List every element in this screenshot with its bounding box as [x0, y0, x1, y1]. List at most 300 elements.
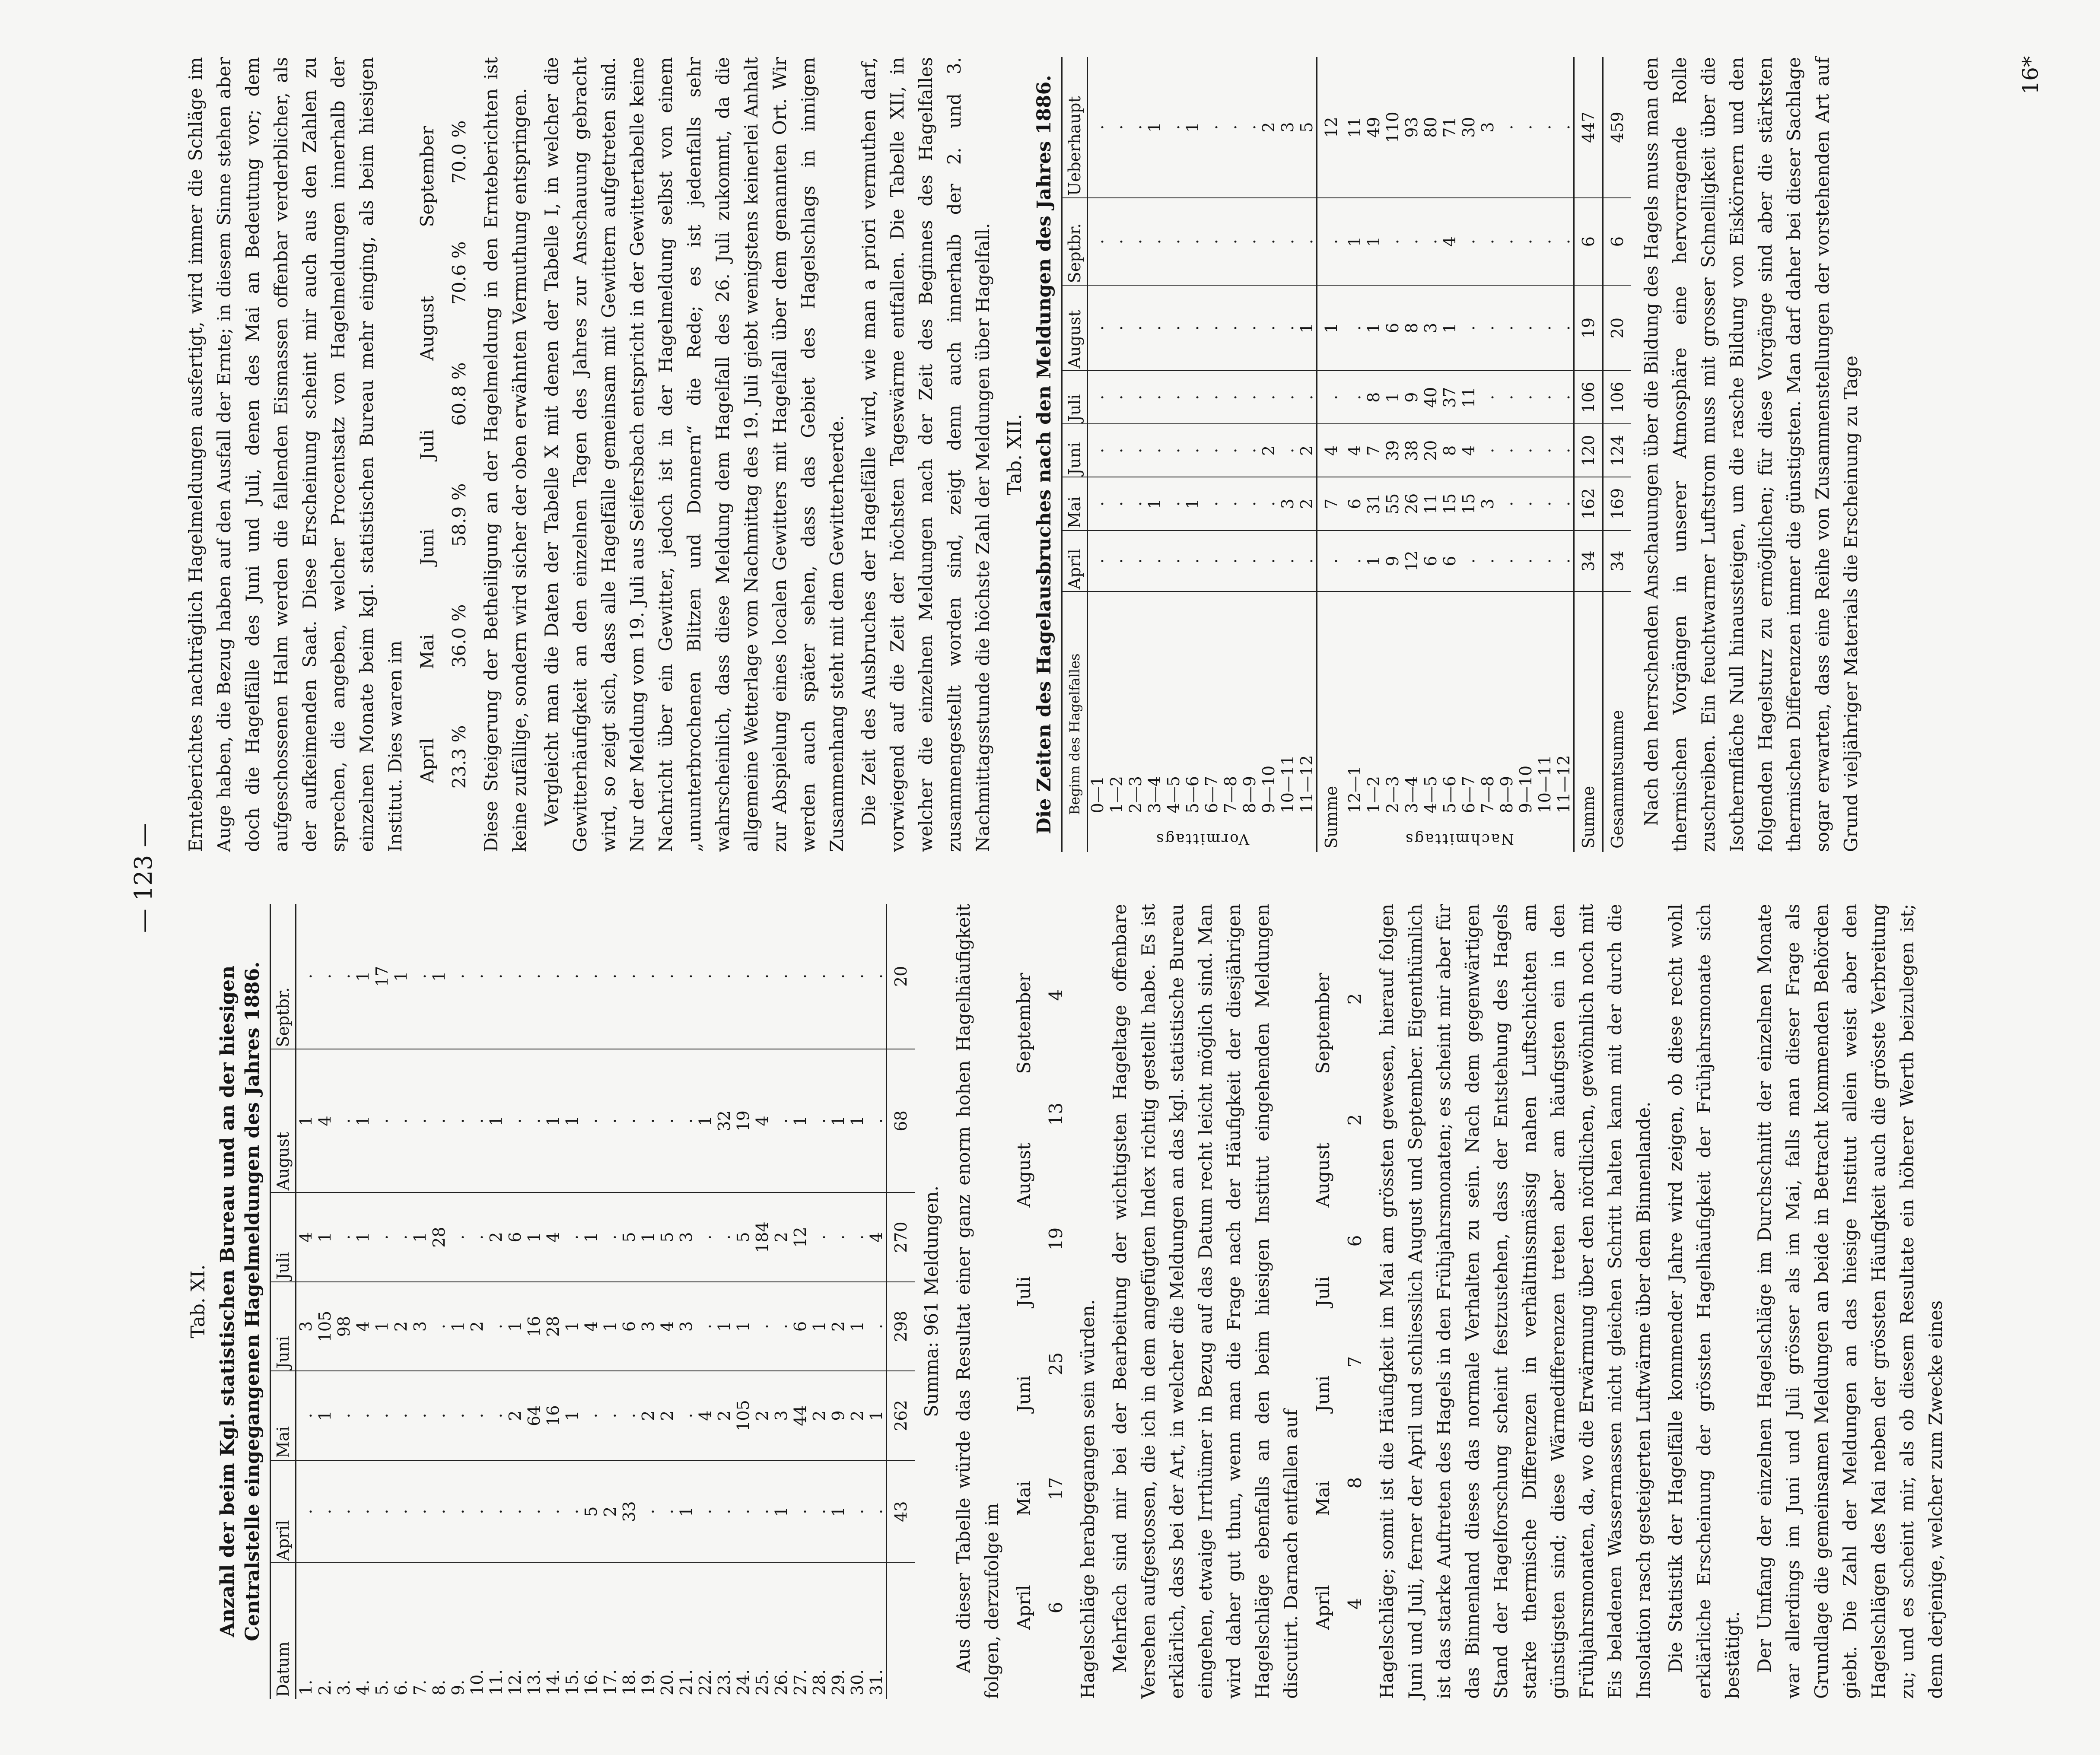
table-cell: 6—7	[1459, 776, 1478, 814]
table-row	[1107, 57, 1126, 852]
table-cell: 1	[639, 1192, 658, 1281]
table-cell: 106	[1603, 371, 1632, 424]
table-cell: .	[1278, 371, 1297, 424]
tab11-table	[270, 904, 915, 1699]
table-cell: 28	[544, 1282, 563, 1371]
table-cell: .	[1126, 198, 1145, 285]
group-label-text: Nachmittags	[1404, 830, 1514, 848]
table-row	[1240, 57, 1259, 852]
tab11-header-cell: August	[270, 1049, 296, 1193]
table-cell: .	[1221, 57, 1240, 198]
table-cell: .	[1240, 371, 1259, 424]
table-cell: 11—12	[1554, 755, 1573, 814]
tab11-header-cell: Juli	[270, 1192, 296, 1281]
table-cell: 26.	[772, 1669, 791, 1695]
table-cell: 1	[563, 1282, 582, 1371]
table-cell: 2	[487, 1192, 506, 1281]
table-cell: .	[1259, 477, 1278, 530]
table-cell: .	[449, 1192, 468, 1281]
left-paragraph-1: Aus dieser Tabelle würde das Resultat einer ganz enorm hohen Hagelhäufigkeit folgen, derzufolge im	[953, 904, 1002, 1699]
table-cell: 11	[1421, 477, 1440, 530]
table-cell: .	[753, 904, 772, 1049]
table-cell: .	[829, 904, 848, 1049]
table-cell: 16	[525, 1282, 544, 1371]
month-value: 17	[1045, 1477, 1066, 1501]
month-value: 8	[1344, 1477, 1365, 1489]
table-cell: .	[772, 1049, 791, 1193]
table-cell: .	[1088, 531, 1107, 592]
table-cell: .	[810, 904, 829, 1049]
table-cell: 22.	[696, 1669, 715, 1695]
table-cell: .	[391, 1371, 410, 1460]
table-cell: .	[1221, 424, 1240, 477]
table-cell: 1	[544, 1049, 563, 1193]
table-cell: .	[1554, 531, 1574, 592]
table-cell: .	[1516, 57, 1535, 198]
table-cell: 1	[1364, 198, 1383, 285]
table-cell: .	[696, 1282, 715, 1371]
table-cell: 10—11	[1278, 755, 1297, 814]
table-cell	[887, 1563, 915, 1699]
table-cell: 1	[353, 1049, 372, 1193]
table-cell: .	[601, 1049, 620, 1193]
table-cell: .	[353, 1460, 372, 1563]
table-cell: 4	[1459, 424, 1478, 477]
table-cell: .	[1516, 285, 1535, 371]
month-value: 2	[1344, 993, 1365, 1005]
month-value: 13	[1045, 1102, 1066, 1126]
table-cell: 1	[506, 1282, 525, 1371]
right-paragraph-5: Nach den herrschenden Anschauungen über die Bildung des Hagels muss man den thermischen Vorgängen in unserer Atmosphäre eine hervorragende Rolle zuschreiben. Ein feuchtwarmer Luftstrom muss mit grosser Schnelligkeit über die Isothermfläche Null hinaussteigen, um die rasche Bildung von Eiskörnern und den folgenden Hagelsturz zu ermöglichen; für diese Vorgänge sind aber die stärksten thermischen Differenzen immer die günstigsten. Man darf daher bei dieser Sachlage sogar erwarten, dass eine Reihe von Zusammenstellungen der vorstehenden Art auf Grund vieljähriger Materials die Erscheinung zu Tage	[1641, 57, 1861, 852]
table-cell: 3	[410, 1282, 430, 1371]
table-cell: .	[1183, 531, 1202, 592]
table-cell: 2.	[315, 1679, 334, 1695]
tab12-header-cell: Beginn des Hagelfalles	[1062, 591, 1088, 817]
table-cell: .	[1221, 198, 1240, 285]
table-cell: .	[1107, 531, 1126, 592]
table-row	[658, 904, 677, 1699]
table-cell: .	[601, 1371, 620, 1460]
table-cell: 10.	[468, 1669, 487, 1695]
table-row	[582, 904, 601, 1699]
table-cell: 6—7	[1202, 776, 1221, 814]
table-cell: 1	[848, 1282, 867, 1371]
table-cell: 3	[296, 1282, 316, 1371]
table-cell: .	[563, 1192, 582, 1281]
tab11-header-cell: Juni	[270, 1282, 296, 1371]
table-cell: .	[544, 904, 563, 1049]
table-cell: 169	[1603, 477, 1632, 530]
table-cell: 1	[1345, 198, 1364, 285]
table-cell: 1	[1383, 371, 1402, 424]
table-cell: .	[867, 904, 887, 1049]
table-cell: 9	[1402, 371, 1421, 424]
table-cell: .	[1278, 198, 1297, 285]
table-cell: 1	[487, 1049, 506, 1193]
month-value: 4	[1045, 989, 1066, 1001]
tab11-body	[296, 904, 915, 1699]
table-row	[791, 904, 810, 1699]
table-cell: .	[334, 1049, 353, 1193]
table-cell: 1	[315, 1371, 334, 1460]
table-cell: .	[372, 1192, 391, 1281]
table-cell: 4—5	[1421, 776, 1440, 814]
month-label: Juli	[1312, 1276, 1333, 1307]
tab12-title: Die Zeiten des Hagelausbruches nach den Meldungen des Jahres 1886.	[1033, 75, 1055, 834]
table-cell: .	[810, 1460, 829, 1563]
table-row	[639, 904, 658, 1699]
table-cell: 20	[1603, 285, 1632, 371]
table-cell: .	[1164, 424, 1183, 477]
table-cell: 1	[601, 1282, 620, 1371]
table-cell: 6	[1421, 531, 1440, 592]
table-cell: .	[1535, 371, 1554, 424]
group-label	[1088, 817, 1317, 852]
month-value: 19	[1045, 1227, 1066, 1251]
table-row	[1364, 57, 1383, 852]
table-cell: .	[1202, 285, 1221, 371]
tab11-sum-row	[887, 904, 915, 1699]
table-cell: 11.	[487, 1669, 506, 1695]
tab12-body	[1088, 57, 1632, 852]
table-cell: 1	[296, 1049, 316, 1193]
table-cell: .	[487, 904, 506, 1049]
table-row	[1478, 57, 1497, 852]
table-row	[1183, 57, 1202, 852]
table-cell: .	[620, 1049, 639, 1193]
percent-value: 23.3 %	[449, 725, 470, 789]
table-cell: 110	[1383, 57, 1402, 198]
table-cell: 1	[1183, 477, 1202, 530]
table-cell: 3	[1478, 57, 1497, 198]
table-cell: 1	[1145, 57, 1164, 198]
table-cell: 20.	[658, 1669, 677, 1695]
table-row	[1126, 57, 1145, 852]
table-cell: 33	[620, 1460, 639, 1563]
tab12-table	[1061, 57, 1631, 852]
table-cell: 1	[449, 1282, 468, 1371]
table-cell: 1	[1145, 477, 1164, 530]
table-cell: 1	[563, 1371, 582, 1460]
table-cell: 2	[468, 1282, 487, 1371]
table-cell: 3	[1278, 477, 1297, 530]
table-row	[334, 904, 353, 1699]
table-cell: .	[391, 1192, 410, 1281]
table-cell: 2	[1259, 424, 1278, 477]
table-cell: .	[696, 904, 715, 1049]
table-cell: .	[620, 1371, 639, 1460]
table-cell: 162	[1574, 477, 1603, 530]
table-cell: 2	[772, 1192, 791, 1281]
table-cell: 4.	[353, 1679, 372, 1695]
table-row	[1440, 57, 1459, 852]
table-cell: .	[487, 1460, 506, 1563]
table-cell: .	[1240, 424, 1259, 477]
tab12-morning-sum	[1317, 57, 1346, 852]
percent-value: 58.9 %	[449, 483, 470, 547]
table-row	[1516, 57, 1535, 852]
table-cell: .	[1345, 285, 1364, 371]
table-cell: .	[1554, 424, 1574, 477]
table-cell: 1.	[296, 1679, 315, 1695]
tab11-header-cell: Mai	[270, 1371, 296, 1460]
table-cell: 120	[1574, 424, 1603, 477]
tab12-header-cell: Juni	[1062, 424, 1088, 477]
tab12-header-cell: Mai	[1062, 477, 1088, 530]
table-cell: 39	[1383, 424, 1402, 477]
table-cell: 13.	[525, 1669, 544, 1695]
table-cell: 8—9	[1240, 776, 1259, 814]
table-cell: 2	[1297, 424, 1317, 477]
table-cell: 26	[1402, 477, 1421, 530]
table-cell: 2	[506, 1371, 525, 1460]
table-cell: 2	[391, 1282, 410, 1371]
table-cell: .	[1221, 371, 1240, 424]
percent-value-row	[445, 92, 474, 817]
table-cell: .	[1459, 285, 1478, 371]
table-cell: .	[848, 904, 867, 1049]
table-cell: .	[1107, 424, 1126, 477]
table-cell: .	[1497, 477, 1516, 530]
table-cell: 6	[1383, 285, 1402, 371]
table-cell: 17.	[601, 1669, 620, 1695]
table-cell: .	[1554, 198, 1574, 285]
table-row	[1088, 57, 1107, 852]
table-cell: 3—4	[1402, 776, 1421, 814]
table-cell: 43	[887, 1460, 915, 1563]
table-cell: .	[1183, 424, 1202, 477]
month-row-1	[1010, 938, 1038, 1664]
table-cell: 5	[734, 1192, 753, 1281]
table-cell: 98	[334, 1282, 353, 1371]
table-cell: .	[582, 1049, 601, 1193]
table-cell: .	[1240, 198, 1259, 285]
table-cell: 15	[1440, 477, 1459, 530]
table-cell: .	[410, 1371, 430, 1460]
table-cell: .	[734, 1460, 753, 1563]
table-cell: .	[525, 904, 544, 1049]
table-cell: .	[1554, 57, 1574, 198]
table-cell: 12—1	[1345, 765, 1364, 814]
table-cell: 21.	[677, 1669, 696, 1695]
table-cell: .	[296, 904, 316, 1049]
table-cell: 34	[1574, 531, 1603, 592]
table-cell: .	[601, 1192, 620, 1281]
table-cell: .	[1459, 531, 1478, 592]
value-row-2	[1341, 938, 1369, 1664]
table-cell: 19	[734, 1049, 753, 1193]
table-cell: .	[1202, 477, 1221, 530]
table-cell: .	[772, 904, 791, 1049]
table-cell: .	[1202, 371, 1221, 424]
table-cell: .	[315, 904, 334, 1049]
table-cell: .	[1278, 285, 1297, 371]
table-cell: .	[1259, 198, 1278, 285]
month-value: 6	[1045, 1602, 1066, 1614]
table-cell: .	[1554, 285, 1574, 371]
table-cell: 12	[1402, 531, 1421, 592]
table-cell: 4	[658, 1282, 677, 1371]
table-cell: 4	[867, 1192, 887, 1281]
table-cell: 1	[353, 904, 372, 1049]
table-cell: .	[1126, 531, 1145, 592]
table-cell: .	[372, 1371, 391, 1460]
table-cell: .	[1345, 531, 1364, 592]
left-paragraph-4: Die Statistik der Hagelfälle kommender Jahre wird zeigen, ob diese recht wohl erklärliche Erscheinung der grössten Hagelhäufigkeit der Frühjahrsmonate sich bestätigt.	[1665, 904, 1743, 1699]
table-row	[1259, 57, 1278, 852]
table-cell: .	[753, 1460, 772, 1563]
table-cell: 20	[1421, 424, 1440, 477]
table-cell: .	[372, 1460, 391, 1563]
table-cell: 38	[1402, 424, 1421, 477]
table-cell: 3	[772, 1371, 791, 1460]
table-cell: .	[1240, 285, 1259, 371]
month-label: September	[417, 126, 438, 227]
table-cell: .	[1107, 371, 1126, 424]
table-cell: 20	[887, 904, 915, 1049]
table-cell: .	[1164, 371, 1183, 424]
table-cell: .	[391, 1460, 410, 1563]
table-row	[525, 904, 544, 1699]
table-cell: .	[315, 1460, 334, 1563]
table-cell: .	[468, 1460, 487, 1563]
table-cell: 4	[353, 1282, 372, 1371]
table-cell: 10—11	[1535, 755, 1554, 814]
table-cell: .	[1297, 371, 1317, 424]
table-cell: .	[487, 1371, 506, 1460]
table-cell: 447	[1574, 57, 1603, 198]
table-cell: 1	[410, 1192, 430, 1281]
table-cell: 1	[848, 1049, 867, 1193]
table-cell: 7—8	[1221, 776, 1240, 814]
table-cell: 8—9	[1497, 776, 1516, 814]
table-cell: 55	[1383, 477, 1402, 530]
table-cell: .	[734, 904, 753, 1049]
table-cell: .	[715, 1460, 734, 1563]
table-cell: 1	[525, 1192, 544, 1281]
table-cell: .	[1497, 424, 1516, 477]
month-value: 25	[1045, 1352, 1066, 1376]
table-cell: .	[1516, 371, 1535, 424]
table-cell: 2	[715, 1371, 734, 1460]
table-cell: 2	[1259, 57, 1278, 198]
table-cell: 6	[791, 1282, 810, 1371]
table-cell: .	[430, 1460, 449, 1563]
table-row	[734, 904, 753, 1699]
table-row	[1202, 57, 1221, 852]
table-cell: 15.	[563, 1669, 582, 1695]
table-cell: .	[372, 1049, 391, 1193]
left-paragraph-1b: Hagelschläge herabgegangen sein würden.	[1077, 1299, 1098, 1699]
table-cell: 11	[1459, 371, 1478, 424]
table-row	[1459, 57, 1478, 852]
table-cell: 1	[430, 904, 449, 1049]
table-cell: 8	[1402, 285, 1421, 371]
table-cell: 1	[391, 904, 410, 1049]
table-cell: .	[1478, 198, 1497, 285]
table-cell: .	[1554, 477, 1574, 530]
month-value: 4	[1344, 1598, 1365, 1610]
table-cell: 6.	[391, 1679, 410, 1695]
tab12-total-row	[1603, 57, 1632, 852]
table-cell: .	[1221, 531, 1240, 592]
table-cell: 184	[753, 1192, 772, 1281]
value-row-1	[1042, 938, 1070, 1664]
table-cell: .	[582, 1371, 601, 1460]
table-cell: .	[1478, 285, 1497, 371]
table-cell: .	[334, 1460, 353, 1563]
table-cell: 3	[639, 1282, 658, 1371]
table-cell: .	[468, 1371, 487, 1460]
left-paragraph-2: Mehrfach sind mir bei der Bearbeitung der wichtigsten Hageltage offenbare Versehen aufgestossen, die ich in dem angefügten Index richtig gestellt habe. Es ist erklärlich, dass bei der Art, in welcher die Meldungen an das kgl. statistische Bureau eingehen, etwaige Irrthümer in Bezug auf das Datum recht leicht möglich sind. Man wird daher gut thun, wenn man die Frage nach der Häufigkeit der diesjährigen Hagelschläge ebenfalls an den beim hiesigen Institut eingehenden Meldungen discutirt. Darnach entfallen auf	[1109, 904, 1301, 1699]
table-cell: 68	[887, 1049, 915, 1193]
table-cell: .	[1535, 477, 1554, 530]
table-cell: .	[1164, 57, 1183, 198]
table-cell: .	[639, 1460, 658, 1563]
table-cell: .	[1164, 531, 1183, 592]
table-row	[1554, 57, 1574, 852]
table-cell: .	[1535, 57, 1554, 198]
table-row	[1535, 57, 1554, 852]
table-cell: 24.	[734, 1669, 753, 1695]
table-cell: .	[1107, 57, 1126, 198]
table-cell: .	[620, 904, 639, 1049]
table-cell: 5	[1297, 57, 1317, 198]
table-row	[430, 904, 449, 1699]
table-cell: .	[867, 1460, 887, 1563]
table-cell: 7—8	[1478, 776, 1497, 814]
table-cell: .	[1202, 198, 1221, 285]
month-label: Juni	[1013, 1375, 1034, 1412]
month-label: Mai	[417, 634, 438, 669]
table-cell: .	[410, 904, 430, 1049]
table-cell: 2—3	[1383, 776, 1402, 814]
table-cell: .	[506, 904, 525, 1049]
table-row	[1383, 57, 1402, 852]
table-cell: .	[639, 904, 658, 1049]
table-cell: .	[449, 1049, 468, 1193]
table-row	[1345, 57, 1364, 852]
table-cell: 37	[1440, 371, 1459, 424]
table-cell: .	[1497, 285, 1516, 371]
table-cell: 49	[1364, 57, 1383, 198]
table-cell: 4	[1345, 424, 1364, 477]
tab12-header-cell: August	[1062, 285, 1088, 371]
table-cell: 71	[1440, 57, 1459, 198]
table-cell: 1	[829, 1049, 848, 1193]
table-cell: 14.	[544, 1669, 563, 1695]
table-cell: 5	[582, 1460, 601, 1563]
table-row	[1278, 57, 1297, 852]
table-cell: .	[1259, 285, 1278, 371]
table-cell: .	[1478, 531, 1497, 592]
table-cell: Gesammtsumme	[1603, 591, 1632, 852]
table-cell: .	[1126, 285, 1145, 371]
table-cell: .	[506, 1460, 525, 1563]
table-cell: .	[753, 1282, 772, 1371]
table-cell: 3.	[334, 1679, 353, 1695]
table-cell: .	[1535, 198, 1554, 285]
left-paragraph-5: Der Umfang der einzelnen Hagelschläge im Durchschnitt der einzelnen Monate war allerdings im Juni und Juli grösser als im Mai, falls man dieser Frage als Grundlage die gemeinsamen Meldungen an beide in Betracht kommenden Behörden giebt. Die Zahl der Meldungen an das hiesige Institut allein weist aber den Hagelschlägen des Mai neben der grössten Häufigkeit auch die grösste Verbreitung zu; und es scheint mir, als ob diesem Resultate ein höherer Werth beizulegen ist; denn derjenige, welcher zum Zwecke eines	[1754, 904, 1946, 1699]
table-cell: 1	[867, 1371, 887, 1460]
table-row	[1221, 57, 1240, 852]
table-cell: .	[1183, 285, 1202, 371]
table-cell: 5.	[372, 1679, 391, 1695]
table-cell: .	[525, 1049, 544, 1193]
table-cell: .	[1497, 57, 1516, 198]
table-cell: .	[1459, 198, 1478, 285]
table-cell: 9	[1383, 531, 1402, 592]
